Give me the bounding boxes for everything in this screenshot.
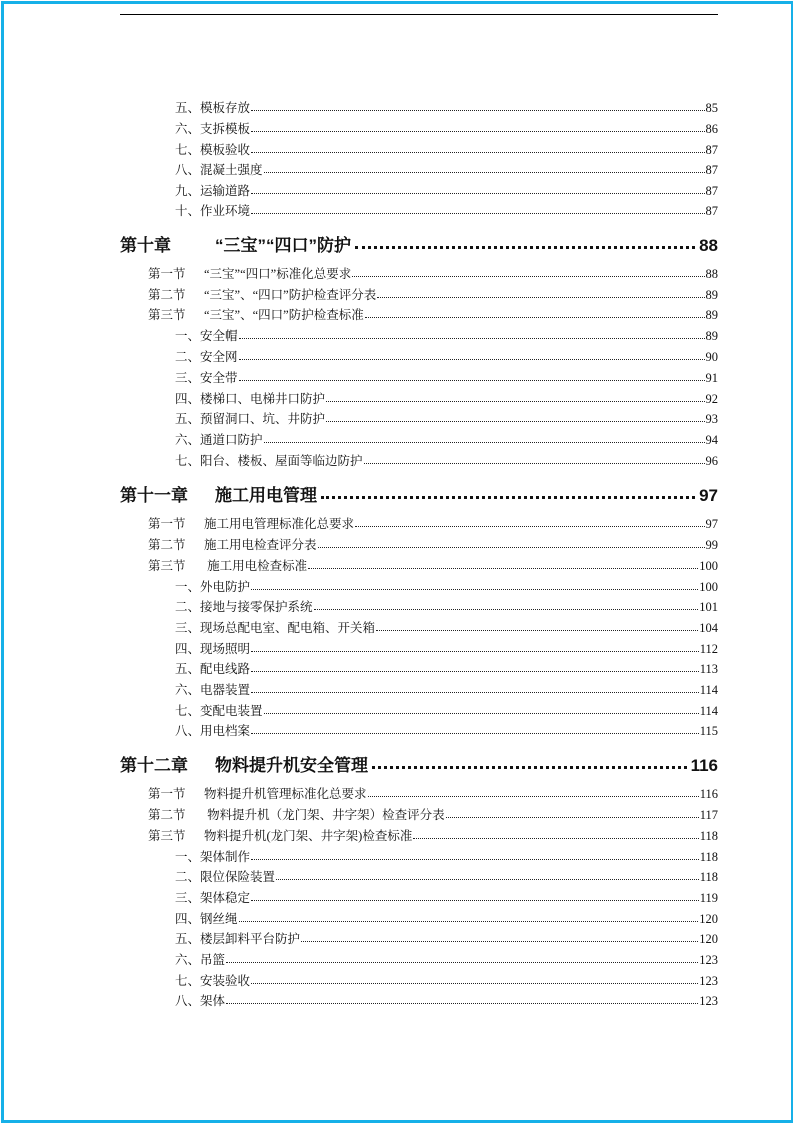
dot-leader (251, 152, 704, 153)
dot-leader (321, 496, 695, 499)
toc-section[interactable] (148, 535, 718, 551)
toc-chapter-10[interactable] (120, 231, 718, 253)
dot-leader (276, 879, 699, 880)
section-title: 物料提升机(龙门架、井字架)检查标准 (204, 829, 413, 843)
section-title: “三宝”、“四口”防护检查评分表 (204, 288, 377, 302)
toc-item-label: 一、外电防护 (175, 580, 251, 594)
toc-item-label: 十、作业环境 (175, 204, 251, 218)
section-number: 第二节 (148, 808, 186, 822)
section-page: 89 (705, 288, 718, 302)
toc-item-label: 一、架体制作 (175, 850, 251, 864)
toc-item-page: 123 (699, 953, 718, 967)
toc-item[interactable] (175, 368, 718, 384)
toc-item[interactable] (175, 618, 718, 634)
toc-section[interactable] (148, 826, 718, 842)
toc-section[interactable] (148, 784, 718, 800)
toc-item-page: 112 (699, 642, 718, 656)
dot-leader (355, 246, 695, 249)
dot-leader (251, 859, 699, 860)
section-number: 第三节 (148, 308, 186, 322)
toc-item-label: 七、阳台、楼板、屋面等临边防护 (175, 454, 363, 468)
toc-item-page: 85 (705, 101, 718, 115)
dot-leader (446, 817, 699, 818)
toc-item-page: 87 (705, 204, 718, 218)
toc-item-page: 94 (705, 433, 718, 447)
toc-item[interactable] (175, 929, 718, 945)
dot-leader (251, 110, 704, 111)
dot-leader (368, 796, 699, 797)
dot-leader (318, 547, 705, 548)
dot-leader (364, 463, 705, 464)
toc-item-label: 五、楼层卸料平台防护 (175, 932, 301, 946)
dot-leader (251, 213, 704, 214)
toc-chapter-11[interactable] (120, 481, 718, 503)
section-number: 第一节 (148, 787, 186, 801)
toc-item-label: 三、现场总配电室、配电箱、开关箱 (175, 621, 376, 635)
toc-section[interactable] (148, 514, 718, 530)
toc-item[interactable] (175, 888, 718, 904)
toc-section[interactable] (148, 285, 718, 301)
dot-leader (314, 609, 699, 610)
section-number: 第二节 (148, 538, 186, 552)
toc-item-label: 八、用电档案 (175, 724, 251, 738)
toc-item[interactable] (175, 181, 718, 197)
dot-leader (308, 568, 698, 569)
section-page: 88 (705, 267, 718, 281)
dot-leader (239, 380, 705, 381)
section-title: 物料提升机（龙门架、井字架）检查评分表 (204, 808, 445, 822)
dot-leader (239, 338, 705, 339)
toc-item-page: 87 (705, 184, 718, 198)
section-number: 第三节 (148, 559, 186, 573)
toc-item-page: 115 (699, 724, 718, 738)
toc-item[interactable] (175, 721, 718, 737)
toc-item-label: 六、通道口防护 (175, 433, 263, 447)
section-title: “三宝”“四口”标准化总要求 (204, 267, 352, 281)
toc-item-page: 86 (705, 122, 718, 136)
dot-leader (251, 733, 699, 734)
toc-item-page: 90 (705, 350, 718, 364)
section-number: 第三节 (148, 829, 186, 843)
dot-leader (352, 276, 704, 277)
section-title: 施工用电检查评分表 (204, 538, 317, 552)
toc-item-label: 八、混凝土强度 (175, 163, 263, 177)
dot-leader (264, 713, 699, 714)
toc-item-label: 三、架体稳定 (175, 891, 251, 905)
toc-item-label: 五、模板存放 (175, 101, 251, 115)
dot-leader (251, 193, 704, 194)
toc-item-page: 101 (699, 600, 718, 614)
dot-leader (226, 1003, 698, 1004)
toc-item-page: 119 (699, 891, 718, 905)
section-page: 118 (699, 829, 718, 843)
dot-leader (376, 630, 698, 631)
toc-item[interactable] (175, 451, 718, 467)
chapter-title: 施工用电管理 (215, 486, 317, 505)
toc-item[interactable] (175, 971, 718, 987)
dot-leader (326, 421, 704, 422)
section-page: 89 (705, 308, 718, 322)
toc-chapter-12[interactable] (120, 751, 718, 773)
dot-leader (301, 941, 698, 942)
toc-item[interactable] (175, 991, 718, 1007)
toc-item[interactable] (175, 160, 718, 176)
header-rule (120, 14, 718, 15)
toc-item-label: 六、吊篮 (175, 953, 226, 967)
chapter-number: 第十章 (120, 236, 171, 255)
dot-leader (251, 651, 699, 652)
toc-item-page: 100 (699, 580, 718, 594)
section-title: “三宝”、“四口”防护检查标准 (204, 308, 364, 322)
toc-item-label: 二、安全网 (175, 350, 238, 364)
toc-section[interactable] (148, 264, 718, 280)
dot-leader (326, 401, 704, 402)
toc-item-label: 三、安全带 (175, 371, 238, 385)
toc-item-label: 二、限位保险装置 (175, 870, 276, 884)
toc-item[interactable] (175, 98, 718, 114)
toc-item-label: 七、模板验收 (175, 143, 251, 157)
toc-item-page: 104 (699, 621, 718, 635)
toc-item[interactable] (175, 680, 718, 696)
toc-item-page: 123 (699, 994, 718, 1008)
toc-item[interactable] (175, 347, 718, 363)
chapter-page: 88 (699, 236, 718, 255)
toc-item-page: 118 (699, 850, 718, 864)
toc-item-page: 92 (705, 392, 718, 406)
toc-item-label: 五、预留洞口、坑、井防护 (175, 412, 326, 426)
toc-item[interactable] (175, 847, 718, 863)
toc-item-label: 四、现场照明 (175, 642, 251, 656)
dot-leader (355, 526, 704, 527)
section-title: 施工用电管理标准化总要求 (204, 517, 355, 531)
section-number: 第一节 (148, 267, 186, 281)
toc-item[interactable] (175, 950, 718, 966)
toc-item[interactable] (175, 389, 718, 405)
section-page: 97 (705, 517, 718, 531)
toc-item-page: 123 (699, 974, 718, 988)
section-page: 116 (699, 787, 718, 801)
dot-leader (239, 921, 699, 922)
toc-item-page: 87 (705, 163, 718, 177)
dot-leader (372, 766, 687, 769)
toc-item-label: 六、电器装置 (175, 683, 251, 697)
toc-item[interactable] (175, 659, 718, 675)
toc-item[interactable] (175, 909, 718, 925)
toc-item-page: 113 (699, 662, 718, 676)
dot-leader (251, 983, 698, 984)
toc-item-label: 八、架体 (175, 994, 226, 1008)
dot-leader (251, 671, 699, 672)
chapter-number: 第十一章 (120, 486, 188, 505)
dot-leader (251, 900, 699, 901)
toc-item-label: 七、安装验收 (175, 974, 251, 988)
chapter-number: 第十二章 (120, 756, 188, 775)
dot-leader (365, 317, 705, 318)
toc-item[interactable] (175, 409, 718, 425)
section-number: 第一节 (148, 517, 186, 531)
toc-item-page: 114 (699, 704, 718, 718)
toc-item[interactable] (175, 639, 718, 655)
dot-leader (239, 359, 705, 360)
toc-item-page: 96 (705, 454, 718, 468)
toc-section[interactable] (148, 305, 718, 321)
toc-section[interactable] (148, 805, 718, 821)
chapter-title: 物料提升机安全管理 (215, 756, 368, 775)
dot-leader (377, 297, 704, 298)
dot-leader (251, 692, 699, 693)
toc-item-page: 120 (699, 912, 718, 926)
section-title: 物料提升机管理标准化总要求 (204, 787, 367, 801)
toc-item[interactable] (175, 201, 718, 217)
toc-item-label: 六、支拆模板 (175, 122, 251, 136)
chapter-page: 97 (699, 486, 718, 505)
section-page: 100 (699, 559, 718, 573)
section-page: 99 (705, 538, 718, 552)
toc-item-page: 118 (699, 870, 718, 884)
toc-item-label: 一、安全帽 (175, 329, 238, 343)
toc-item-label: 七、变配电装置 (175, 704, 263, 718)
section-title: 施工用电检查标准 (204, 559, 308, 573)
dot-leader (413, 838, 698, 839)
section-page: 117 (699, 808, 718, 822)
toc-item-label: 二、接地与接零保护系统 (175, 600, 313, 614)
toc-item[interactable] (175, 430, 718, 446)
dot-leader (264, 442, 705, 443)
toc-item-label: 四、钢丝绳 (175, 912, 238, 926)
toc-item-page: 87 (705, 143, 718, 157)
toc-item-page: 91 (705, 371, 718, 385)
dot-leader (251, 589, 698, 590)
dot-leader (264, 172, 705, 173)
chapter-title: “三宝”“四口”防护 (215, 236, 351, 255)
toc-item[interactable] (175, 867, 718, 883)
toc-item[interactable] (175, 577, 718, 593)
section-number: 第二节 (148, 288, 186, 302)
toc-item-page: 114 (699, 683, 718, 697)
toc-item[interactable] (175, 326, 718, 342)
toc-item-label: 五、配电线路 (175, 662, 251, 676)
toc-item-page: 120 (699, 932, 718, 946)
toc-item-page: 89 (705, 329, 718, 343)
dot-leader (226, 962, 698, 963)
toc-item-label: 四、楼梯口、电梯井口防护 (175, 392, 326, 406)
toc-item[interactable] (175, 119, 718, 135)
toc-item[interactable] (175, 597, 718, 613)
dot-leader (251, 131, 704, 132)
toc-item[interactable] (175, 140, 718, 156)
chapter-page: 116 (690, 756, 718, 775)
toc-item-page: 93 (705, 412, 718, 426)
toc-item[interactable] (175, 701, 718, 717)
toc-item-label: 九、运输道路 (175, 184, 251, 198)
toc-section[interactable] (148, 556, 718, 572)
